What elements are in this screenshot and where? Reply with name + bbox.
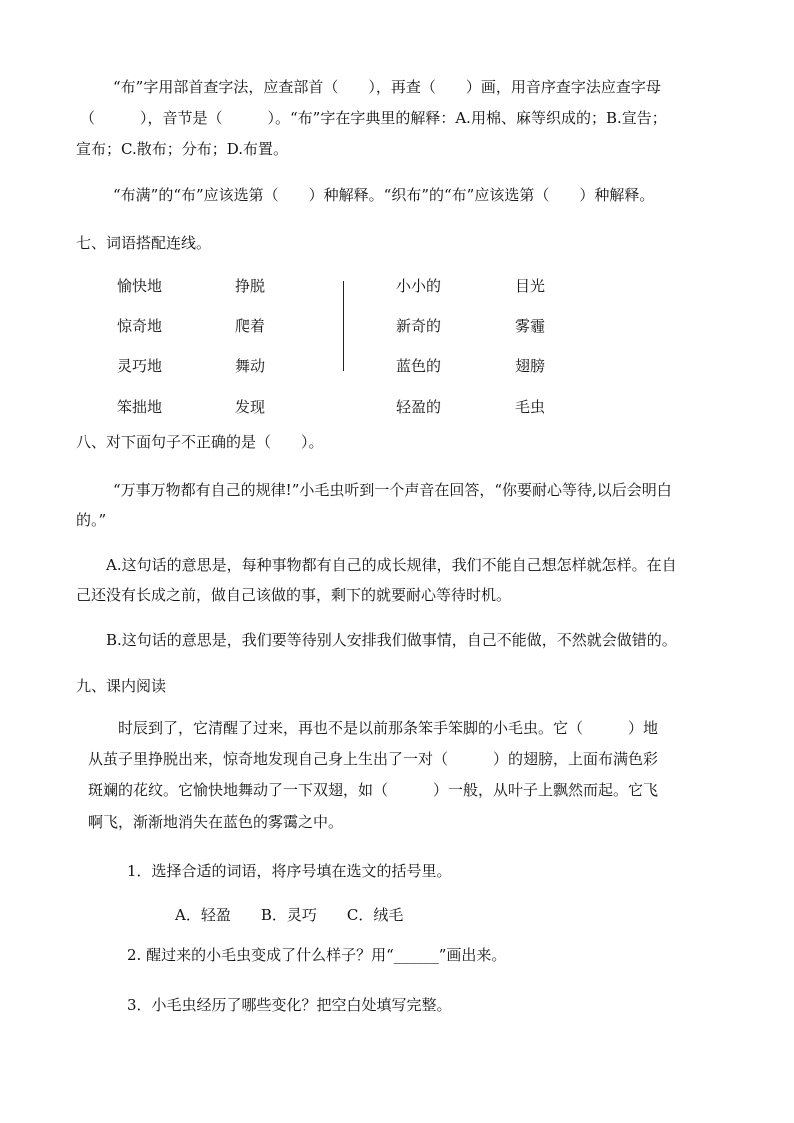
- match-right-noun-4: 毛虫: [515, 398, 546, 416]
- passage-line-2: 从茧子里挣脱出来，惊奇地发现自己身上生出了一对（ ）的翅膀，上面布满色彩: [88, 750, 659, 768]
- match-right-noun-1: 目光: [515, 277, 546, 295]
- section8-option-b: B.这句话的意思是，我们要等待别人安排我们做事情，自己不能做，不然就会做错的。: [106, 631, 677, 649]
- match-left-verb-3: 舞动: [235, 357, 266, 375]
- section6-line-2: （ ），音节是（ ）。“布”字在字典里的解释：A.用棉、麻等织成的；B.宣告；: [80, 109, 667, 127]
- match-right-adj-2: 新奇的: [396, 317, 442, 335]
- section6-line-4: “布满”的“布”应该选第（ ）种解释。“织布”的“布”应该选第（ ）种解释。: [113, 186, 655, 204]
- passage-line-3: 斑斓的花纹。它愉快地舞动了一下双翅，如（ ）一般，从叶子上飘然而起。它飞: [88, 781, 659, 799]
- match-right-adj-4: 轻盈的: [396, 398, 442, 416]
- section8-heading: 八、对下面句子不正确的是（ ）。: [76, 433, 324, 451]
- section7-heading: 七、词语搭配连线。: [76, 234, 212, 252]
- match-left-verb-2: 爬着: [235, 317, 266, 335]
- passage-line-4: 啊飞，渐渐地消失在蓝色的雾霭之中。: [88, 813, 344, 831]
- question-1: 1．选择合适的词语，将序号填在选文的括号里。: [127, 862, 452, 880]
- section8-quote-line-1: “万事万物都有自己的规律!”小毛虫听到一个声音在回答，“你要耐心等待,以后会明白: [113, 481, 672, 499]
- section9-heading: 九、课内阅读: [76, 677, 167, 695]
- section6-line-3: 宣布；C.散布；分布；D.布置。: [76, 140, 288, 158]
- question-2: 2. 醒过来的小毛虫变成了什么样子？用“______”画出来。: [127, 946, 507, 964]
- match-left-word-1: 愉快地: [117, 277, 163, 295]
- passage-line-1: 时辰到了，它清醒了过来，再也不是以前那条笨手笨脚的小毛虫。它（ ）地: [118, 719, 659, 737]
- question-1-options: A．轻盈 B．灵巧 C．绒毛: [175, 906, 404, 924]
- column-divider: [343, 281, 344, 371]
- match-left-word-4: 笨拙地: [117, 398, 163, 416]
- match-left-word-3: 灵巧地: [117, 357, 163, 375]
- section8-option-a-line-1: A.这句话的意思是，每种事物都有自己的成长规律，我们不能自己想怎样就怎样。在自: [106, 556, 677, 574]
- section8-option-a-line-2: 己还没有长成之前，做自己该做的事，剩下的就要耐心等待时机。: [76, 586, 512, 604]
- match-right-adj-1: 小小的: [396, 277, 442, 295]
- section8-quote-line-2: 的。”: [76, 511, 107, 529]
- match-right-noun-3: 翅膀: [515, 357, 546, 375]
- question-3: 3．小毛虫经历了哪些变化？把空白处填写完整。: [127, 996, 452, 1014]
- match-left-verb-4: 发现: [235, 398, 266, 416]
- match-right-noun-2: 雾霾: [515, 317, 546, 335]
- section6-line-1: “布”字用部首查字法，应查部首（ ），再查（ ）画，用音序查字法应查字母: [113, 78, 661, 96]
- match-left-verb-1: 挣脱: [235, 277, 266, 295]
- match-right-adj-3: 蓝色的: [396, 357, 442, 375]
- match-left-word-2: 惊奇地: [117, 317, 163, 335]
